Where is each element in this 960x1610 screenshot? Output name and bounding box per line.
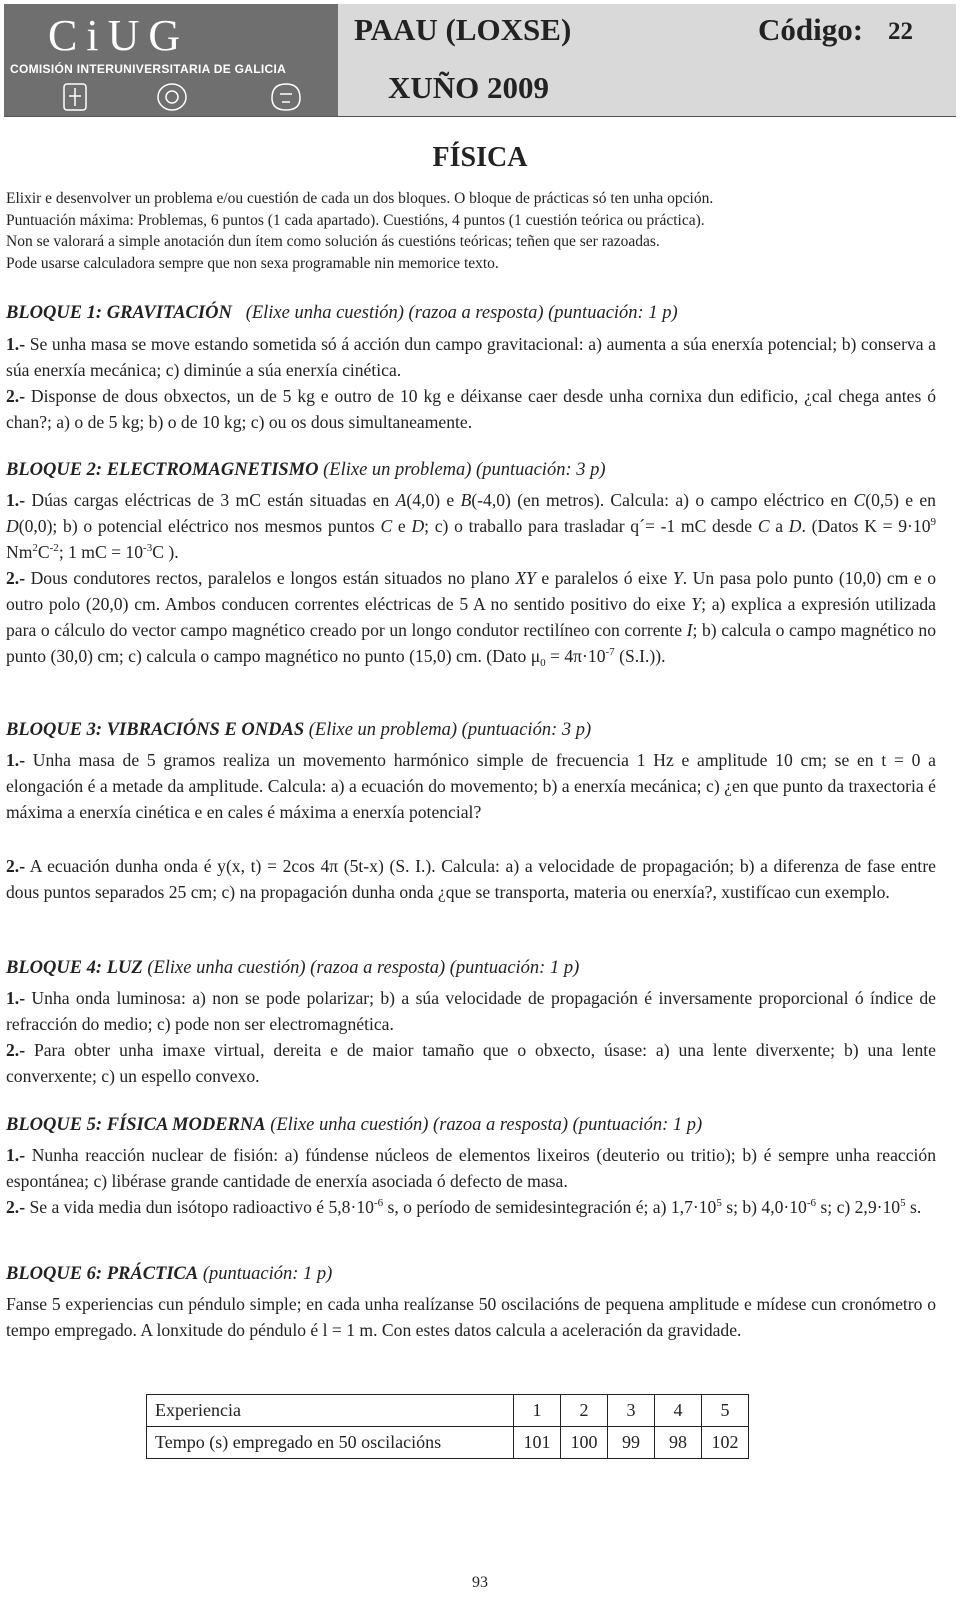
table-cell: 1 xyxy=(514,1395,561,1427)
table-cell: 5 xyxy=(702,1395,749,1427)
block-6-title: BLOQUE 6: PRÁCTICA (puntuación: 1 p) xyxy=(6,1264,333,1284)
block-5-title: BLOQUE 5: FÍSICA MODERNA (Elixe unha cuestión) (razoa a resposta) (puntuación: 1 p) xyxy=(6,1115,703,1135)
block-3-question-2: 2.- A ecuación dunha onda é y(x, t) = 2cos 4π (5t-x) (S. I.). Calcula: a) a velocidade de propagación; b) a diferenza de fase entre dous puntos separados 25 cm; c) na propagación dunha onda ¿que se transporta, materia ou enerxía?, xustifícao cun exemplo. xyxy=(6,856,936,902)
table-cell: 4 xyxy=(655,1395,702,1427)
instruction-line: Elixir e desenvolver un problema e/ou cuestión de cada un dos bloques. O bloque de prácticas só ten unha opción. xyxy=(6,190,714,207)
block-2-title: BLOQUE 2: ELECTROMAGNETISMO (Elixe un problema) (puntuación: 3 p) xyxy=(6,460,606,480)
block-4-question-2: 2.- Para obter unha imaxe virtual, dereita e de maior tamaño que o obxecto, úsase: a) una lente diverxente; b) una lente converxente; c) un espello convexo. xyxy=(6,1040,936,1086)
block-6-text: Fanse 5 experiencias cun péndulo simple; en cada unha realízanse 50 oscilacións de pequena amplitude e mídese cun cronómetro o tempo empregado. A lonxitude do péndulo é l = 1 m. Con estes datos calcula a aceleración da gravidade. xyxy=(6,1294,936,1340)
table-cell: 101 xyxy=(514,1427,561,1459)
block-4-title: BLOQUE 4: LUZ (Elixe unha cuestión) (razoa a resposta) (puntuación: 1 p) xyxy=(6,958,580,978)
logo-text: CiUG xyxy=(48,11,190,60)
exam-session: XUÑO 2009 xyxy=(388,70,550,105)
university-emblems-icon xyxy=(60,80,310,112)
block-1-question-1: 1.- Se unha masa se move estando sometida só á acción dun campo gravitacional: a) aumenta a súa enerxía potencial; b) conserva a súa enerxía mecánica; c) diminúe a súa enerxía cinética. xyxy=(6,334,936,380)
table-cell: 2 xyxy=(561,1395,608,1427)
block-5-question-1: 1.- Nunha reacción nuclear de fisión: a) fúndense núcleos de elementos lixeiros (deuterio ou tritio); b) é sempre unha reacción espontánea; c) libérase grande cantidade de enerxía asociada ó defecto de masa. xyxy=(6,1145,936,1191)
block-1-title: BLOQUE 1: GRAVITACIÓN (Elixe unha cuestión) (razoa a resposta) (puntuación: 1 p) xyxy=(6,303,678,323)
block-5-question-2: 2.- Se a vida media dun isótopo radioactivo é $5,8\cdot 10^{-6}$ s, o período de semidesintegración é; a) $1,7\cdot 10^5$ s; b) $4,0\cdot 10^{-6}$ s; c) $2,9\cdot 10^5$ s. xyxy=(6,1197,922,1217)
logo-subtitle: COMISIÓN INTERUNIVERSITARIA DE GALICIA xyxy=(10,62,287,76)
table-row xyxy=(147,1427,749,1459)
ciug-logo xyxy=(4,4,338,116)
code-number: 22 xyxy=(888,18,913,45)
exam-header xyxy=(4,4,956,117)
page-number: 93 xyxy=(472,1574,488,1591)
table-cell: 99 xyxy=(608,1427,655,1459)
table-row-label: Experiencia xyxy=(147,1395,514,1427)
block-4-question-1: 1.- Unha onda luminosa: a) non se pode polarizar; b) a súa velocidade de propagación é inversamente proporcional ó índice de refracción do medio; c) pode non ser electromagnética. xyxy=(6,988,936,1034)
table-row xyxy=(147,1395,749,1427)
block-2-question-2: 2.- Dous condutores rectos, paralelos e longos están situados no plano XY e paralelos ó eixe Y. Un pasa polo punto (10,0) cm e o outro polo (20,0) cm. Ambos conducen correntes eléctricas de 5 A no sentido positivo do eixe Y; a) explica a expresión utilizada para o cálculo do vector campo magnético creado por un longo condutor rectilíneo con corrente I; b) calcula o campo magnético no punto (30,0) cm; c) calcula o campo magnético no punto (15,0) cm. (Dato $\mu_0 = 4\pi\cdot 10^{-7}$ (S.I.)). xyxy=(6,568,937,669)
instruction-line: Puntuación máxima: Problemas, 6 puntos (1 cada apartado). Cuestións, 4 puntos (1 cuestión teórica ou práctica). xyxy=(6,211,705,229)
instruction-line: Non se valorará a simple anotación dun ítem como solución ás cuestións teóricas; teñen que ser razoadas. xyxy=(6,233,660,250)
exam-title: PAAU (LOXSE) xyxy=(354,12,572,47)
instructions xyxy=(6,188,946,274)
code-label: Código: xyxy=(758,12,864,47)
pendulum-data-table xyxy=(146,1394,749,1459)
block-1-question-2: 2.- Disponse de dous obxectos, un de 5 kg e outro de 10 kg e déixanse caer desde unha cornixa dun edificio, ¿cal chega antes ó chan?; a) o de 5 kg; b) o de 10 kg; c) ou os dous simultaneamente. xyxy=(6,386,936,432)
table-cell: 102 xyxy=(702,1427,749,1459)
block-3-question-1: 1.- Unha masa de 5 gramos realiza un movemento harmónico simple de frecuencia 1 Hz e amplitude 10 cm; se en t = 0 a elongación é a metade da amplitude. Calcula: a) a ecuación do movemento; b) a enerxía mecánica; c) ¿en que punto da traxectoria é máxima a enerxía cinética e en cales é máxima a enerxía potencial? xyxy=(6,750,936,822)
table-cell: 3 xyxy=(608,1395,655,1427)
table-cell: 98 xyxy=(655,1427,702,1459)
block-3-title: BLOQUE 3: VIBRACIÓNS E ONDAS (Elixe un problema) (puntuación: 3 p) xyxy=(6,720,592,740)
subject-title: FÍSICA xyxy=(432,142,528,173)
block-2-question-1: 1.- Dúas cargas eléctricas de 3 mC están situadas en A(4,0) e B(-4,0) (en metros). Calcula: a) o campo eléctrico en C(0,5) e en D(0,0); b) o potencial eléctrico nos mesmos puntos C e D; c) o traballo para trasladar q´= -1 mC desde C a D. (Datos $K = 9\cdot 10^9$ $Nm^2C^{-2}$; 1 mC = $10^{-3}C$ ). xyxy=(6,490,937,562)
table-row-label: Tempo (s) empregado en 50 oscilacións xyxy=(147,1427,514,1459)
instruction-line: Pode usarse calculadora sempre que non sexa programable nin memorice texto. xyxy=(6,254,499,272)
table-cell: 100 xyxy=(561,1427,608,1459)
